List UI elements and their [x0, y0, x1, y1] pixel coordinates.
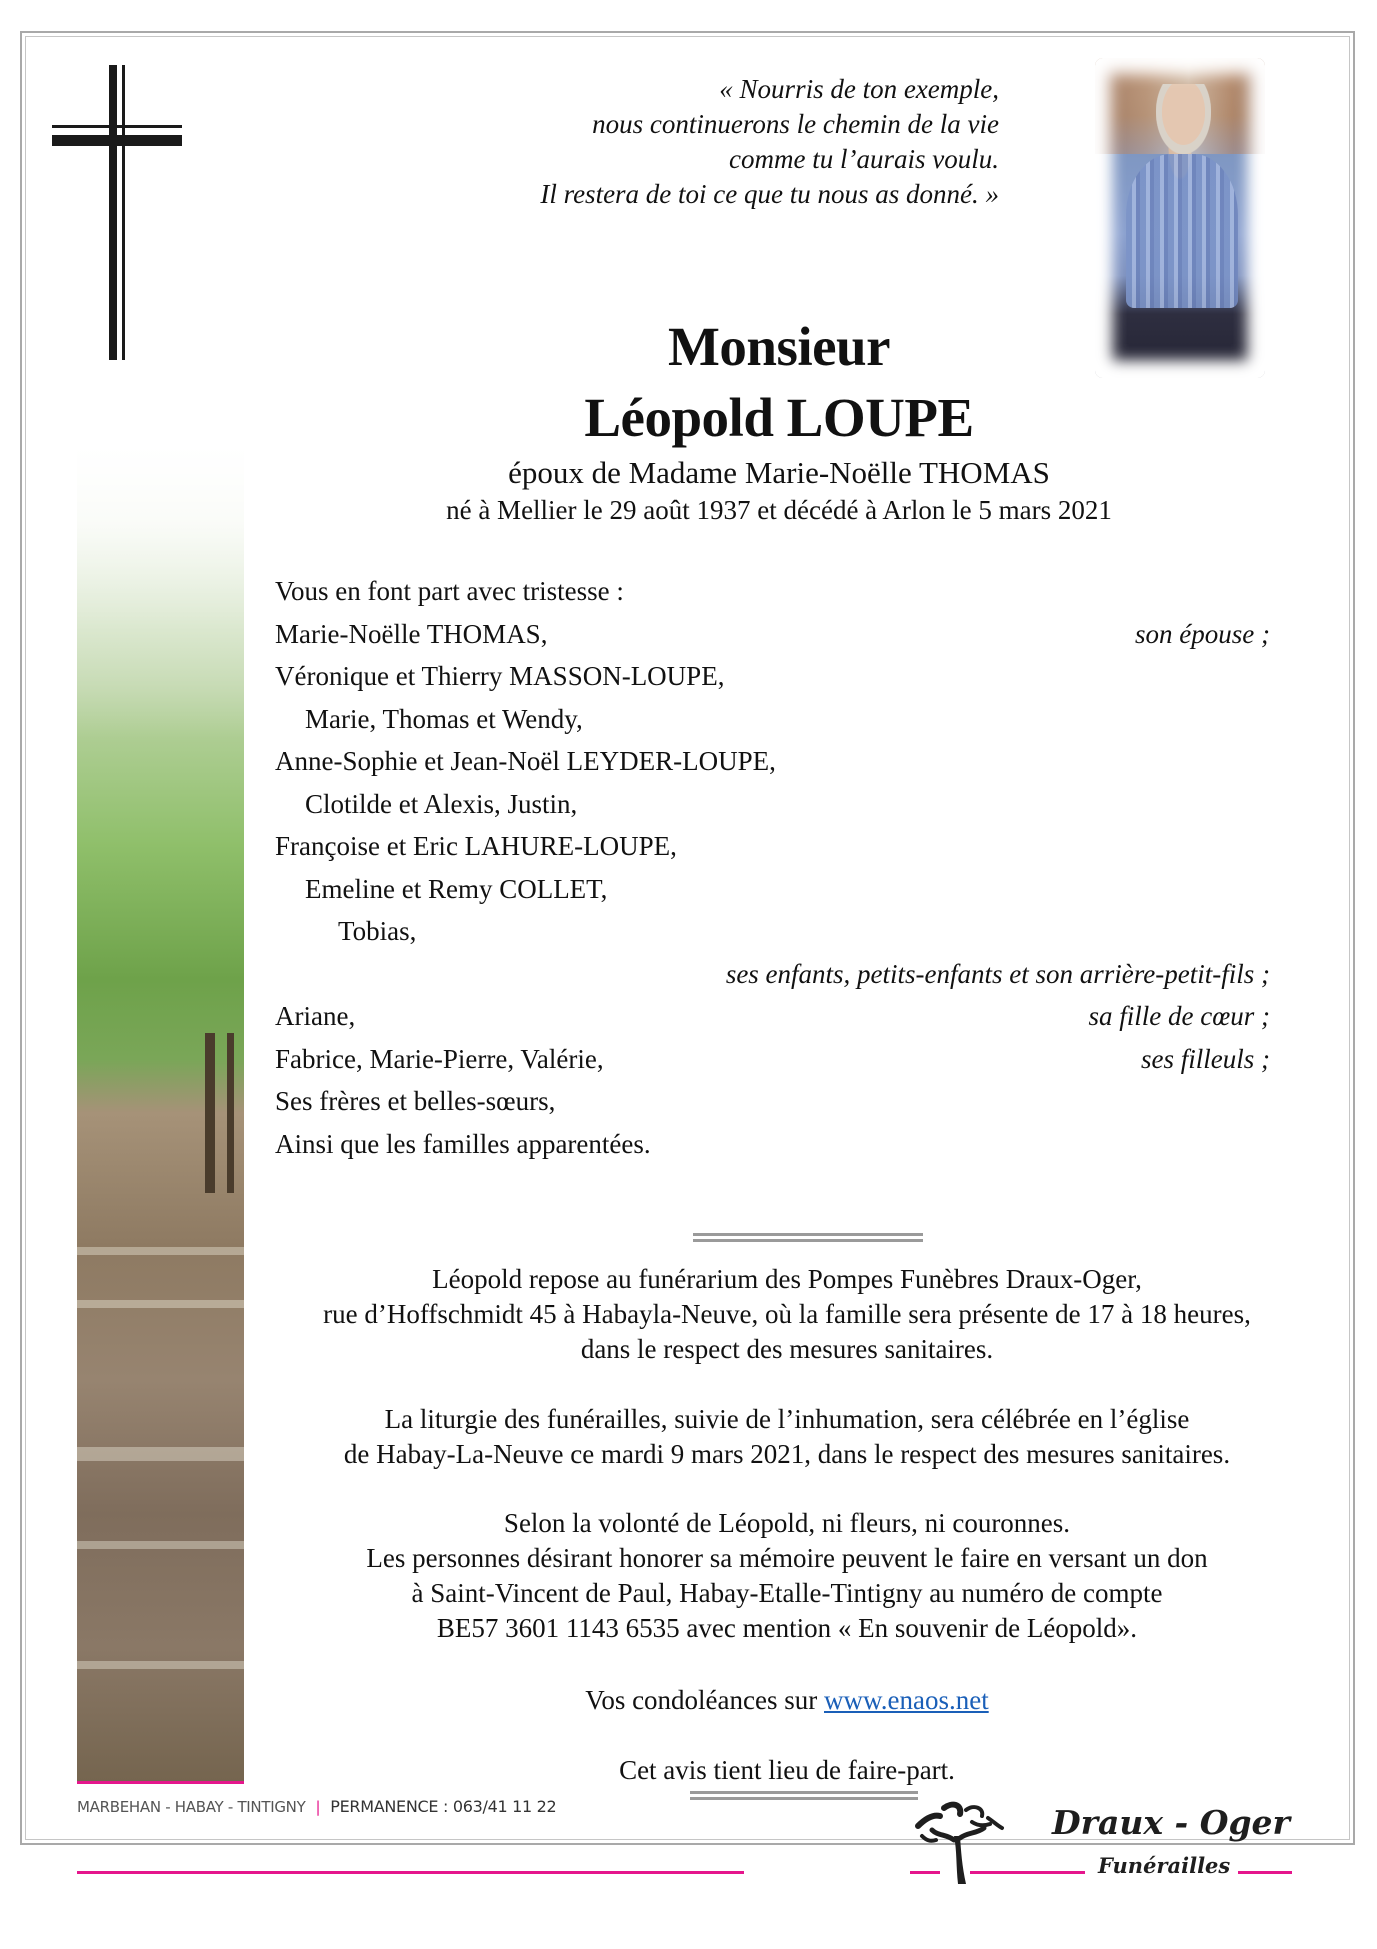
donation-info: Selon la volonté de Léopold, ni fleurs, ni couronnes. Les personnes désirant honorer sa mémoire peuvent le faire en versant un don à Saint-Vincent de Paul, Habay-Etalle-Tintigny au numéro de compte BE57 3601 1143 6535 avec mention « En souvenir de Léopold». — [366, 1508, 1208, 1643]
relation: ses filleuls ; — [1141, 1043, 1270, 1074]
funerarium-info: Léopold repose au funérarium des Pompes Funèbres Draux-Oger, rue d’Hoffschmidt 45 à Habayla-Neuve, où la famille sera présente de 17 à 18 heures, dans le respect des mesures sanitaires. — [323, 1264, 1251, 1364]
list-item: Françoise et Eric LAHURE-LOUPE, — [275, 831, 677, 861]
list-item: Ses frères et belles-sœurs, — [275, 1086, 556, 1116]
quote-line: Il restera de toi ce que tu nous as donné. » — [540, 179, 999, 209]
list-item: Véronique et Thierry MASSON-LOUPE, — [275, 661, 725, 691]
list-item: Marie-Noëlle THOMAS, son épouse ; — [275, 613, 1270, 656]
relation: son épouse ; — [1135, 618, 1270, 649]
condolences-line: Vos condoléances sur www.enaos.net — [585, 1685, 989, 1715]
relation: sa fille de cœur ; — [1088, 1001, 1270, 1031]
deceased-name: Léopold LOUPE — [584, 387, 974, 448]
honorific: Monsieur — [667, 316, 891, 377]
accent-line — [77, 1781, 244, 1784]
list-item: Emeline et Remy COLLET, — [305, 873, 608, 904]
spouse-line: époux de Madame Marie-Noëlle THOMAS — [508, 455, 1050, 490]
epitaph-quote — [540, 72, 999, 212]
family-intro: Vous en font part avec tristesse : — [275, 576, 624, 606]
section-divider — [693, 1233, 923, 1245]
closing-divider — [690, 1791, 918, 1803]
brand-name: Draux - Oger — [1052, 1803, 1290, 1842]
quote-line: comme tu l’aurais voulu. — [729, 144, 999, 174]
list-item: Marie, Thomas et Wendy, — [305, 703, 583, 734]
list-item: Fabrice, Marie-Pierre, Valérie, ses filleuls ; — [275, 1038, 1270, 1081]
list-item: Clotilde et Alexis, Justin, — [305, 788, 578, 819]
list-item: Anne-Sophie et Jean-Noël LEYDER-LOUPE, — [275, 746, 776, 776]
condolences-link[interactable]: www.enaos.net — [824, 1685, 989, 1715]
brand-tagline: Funérailles — [1098, 1853, 1231, 1878]
relation: ses enfants, petits-enfants et son arrière-petit-fils ; — [725, 958, 1270, 989]
list-item — [275, 953, 1270, 996]
footer-contact — [77, 1797, 556, 1816]
list-item: Ainsi que les familles apparentées. — [275, 1128, 651, 1159]
family-list — [275, 570, 1270, 1165]
birth-death-dates: né à Mellier le 29 août 1937 et décédé à Arlon le 5 mars 2021 — [446, 495, 1112, 525]
footer-accent-line — [77, 1871, 744, 1874]
forest-path-photo — [77, 445, 244, 1781]
footer-permanence: PERMANENCE : 063/41 11 22 — [330, 1797, 557, 1816]
tree-icon — [910, 1796, 1010, 1886]
liturgy-info: La liturgie des funérailles, suivie de l’inhumation, sera célébrée en l’église de Habay-La-Neuve ce mardi 9 mars 2021, dans le respect des mesures sanitaires. — [343, 1404, 1231, 1469]
list-item: Ariane, sa fille de cœur ; — [275, 995, 1270, 1038]
closing-note: Cet avis tient lieu de faire-part. — [619, 1755, 955, 1785]
list-item: Tobias, — [338, 916, 417, 946]
quote-line: nous continuerons le chemin de la vie — [592, 109, 999, 139]
quote-line: « Nourris de ton exemple, — [719, 74, 999, 104]
footer-separator: | — [315, 1798, 321, 1816]
logo-accent-line — [1238, 1871, 1292, 1874]
footer-locations: MARBEHAN - HABAY - TINTIGNY — [77, 1798, 306, 1816]
